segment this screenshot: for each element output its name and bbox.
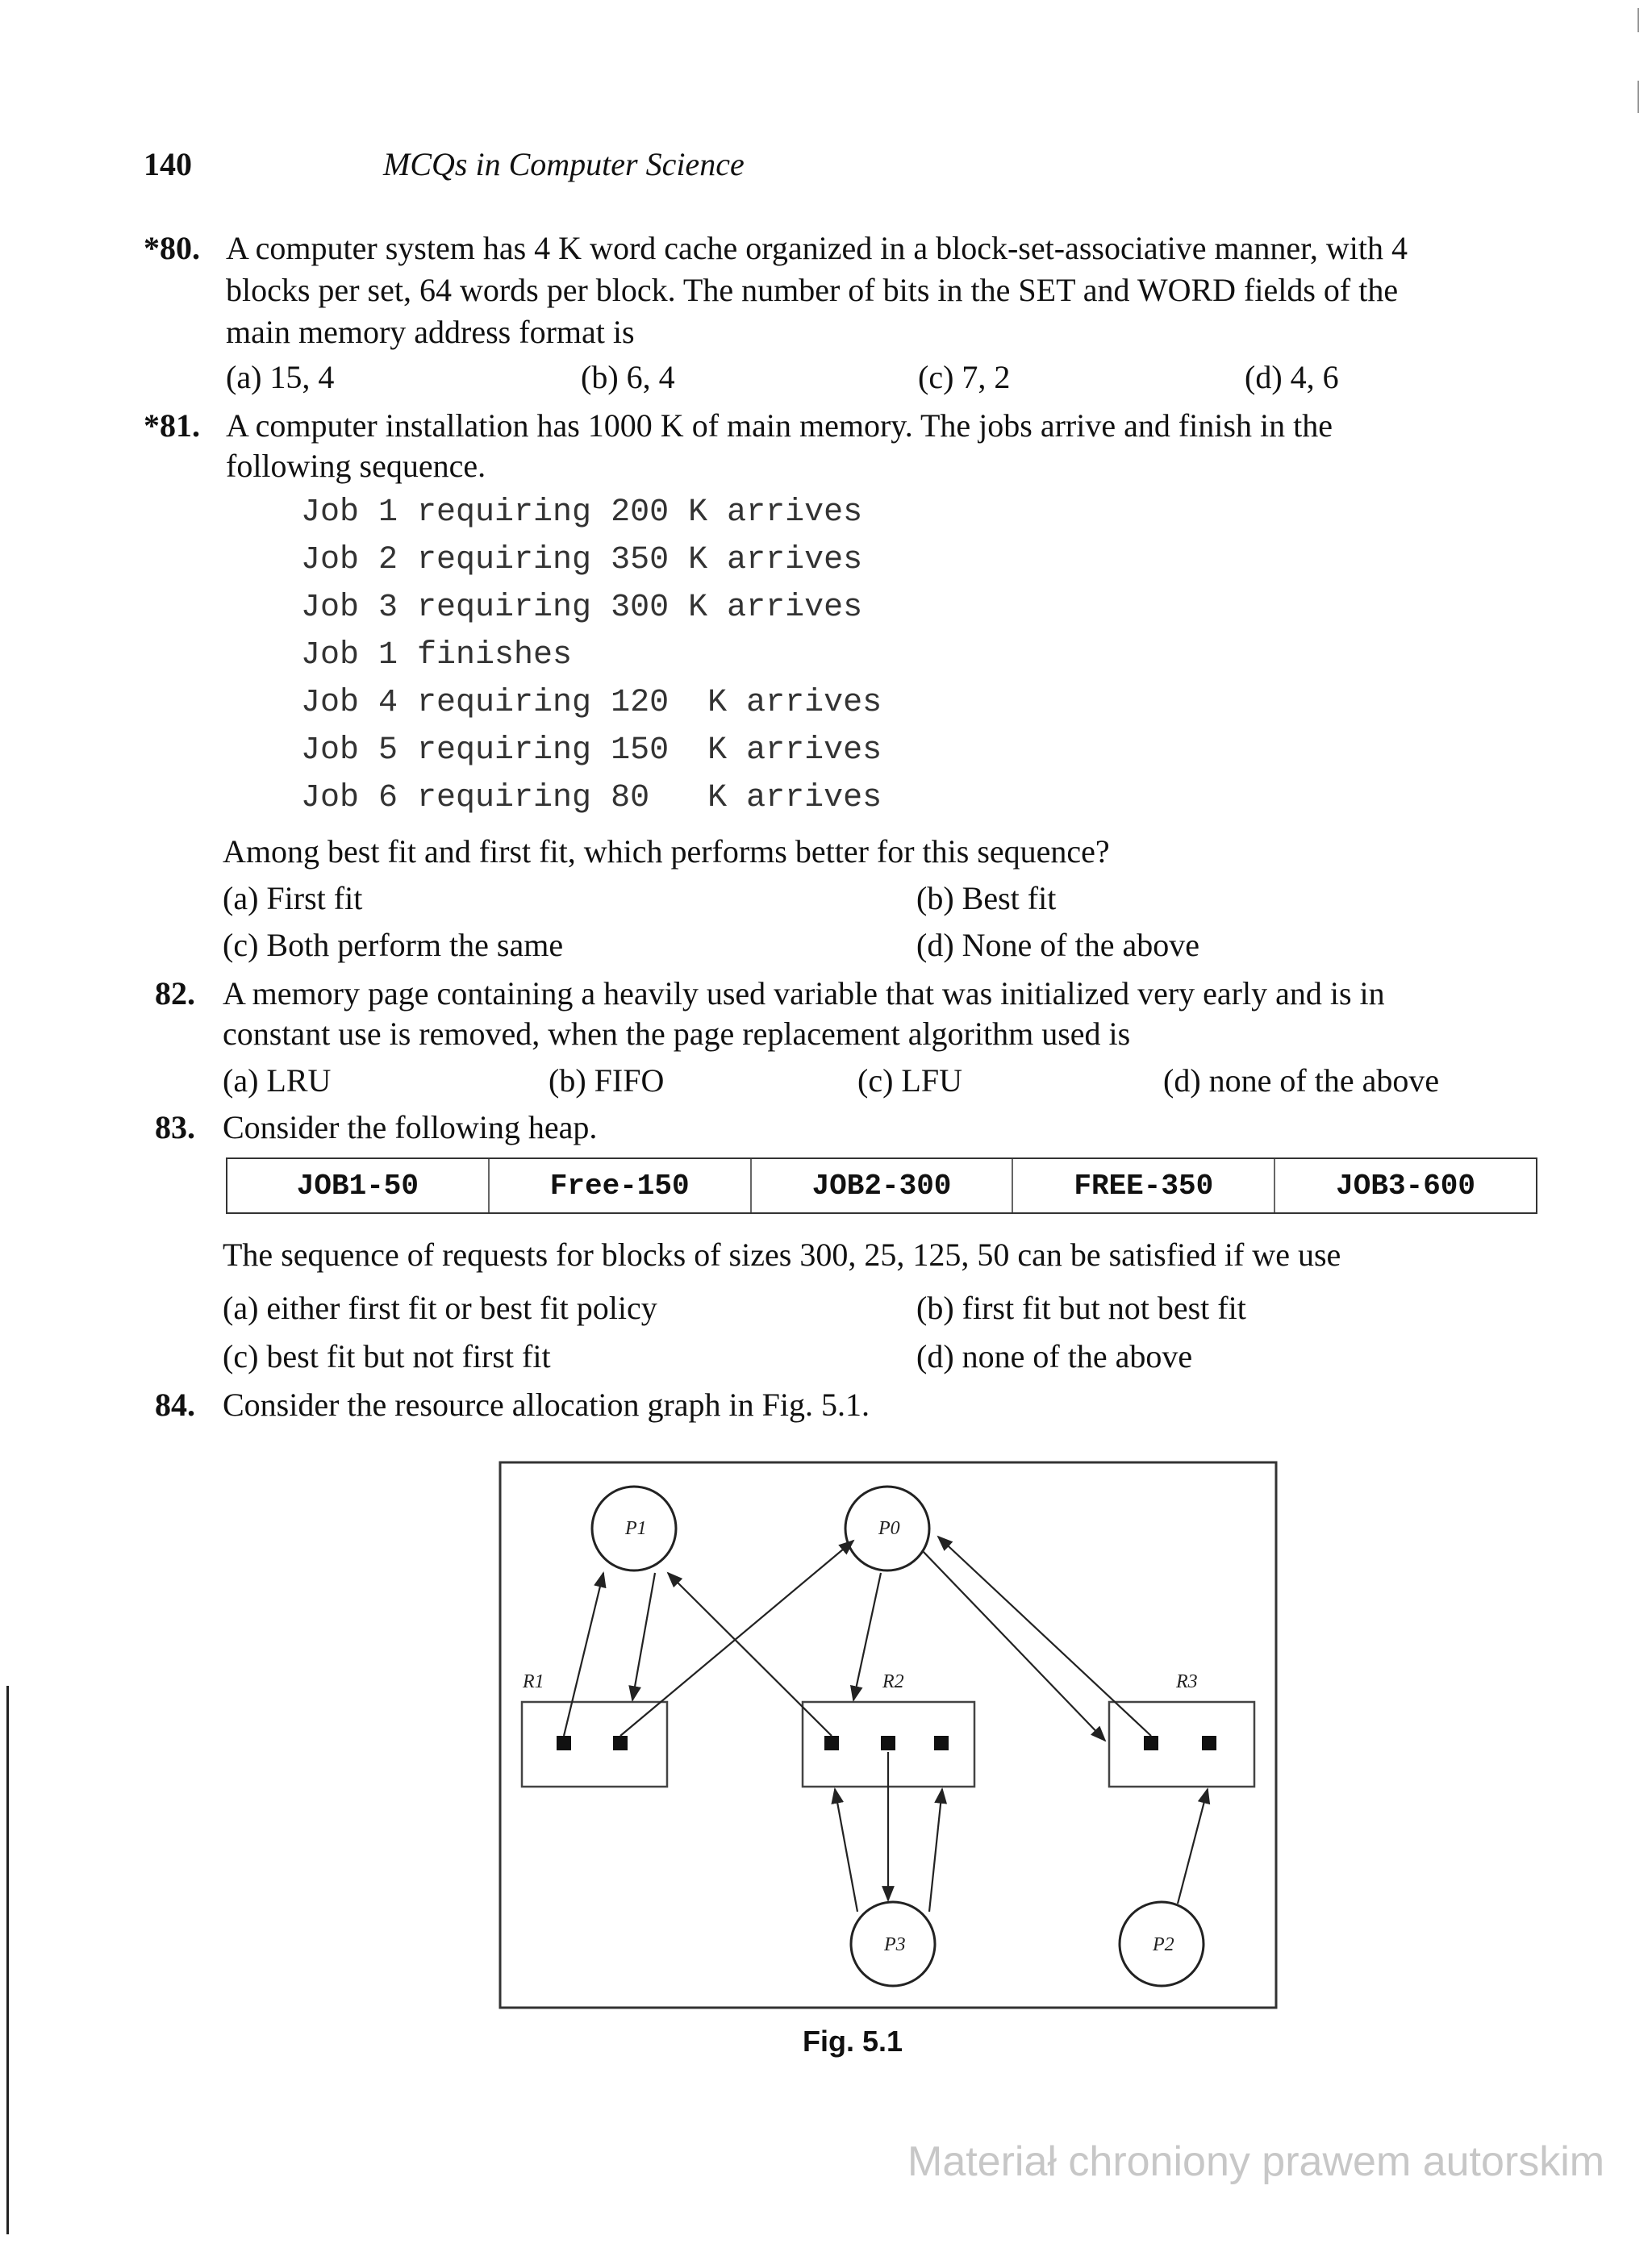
question-84-line: Consider the resource allocation graph in Fig. 5.1. bbox=[223, 1387, 870, 1423]
heap-block-5: JOB3-600 bbox=[1336, 1169, 1475, 1203]
q83-option-c: (c) best fit but not first fit bbox=[223, 1338, 551, 1374]
question-number-81: *81. bbox=[144, 407, 200, 444]
question-80-line-1: A computer system has 4 K word cache organized in a block-set-associative manner, with 4 bbox=[226, 230, 1408, 266]
job-line-6: Job 5 requiring 150 K arrives bbox=[301, 732, 882, 769]
r2-instance-1 bbox=[824, 1736, 839, 1750]
job-line-7: Job 6 requiring 80 K arrives bbox=[301, 780, 882, 816]
r2-instance-3 bbox=[934, 1736, 949, 1750]
scan-edge-tick-upper bbox=[1637, 81, 1639, 113]
page-number: 140 bbox=[144, 146, 192, 182]
q82-option-d: (d) none of the above bbox=[1163, 1062, 1440, 1099]
question-number-80: *80. bbox=[144, 230, 200, 266]
q83-option-b: (b) first fit but not best fit bbox=[916, 1290, 1246, 1326]
q81-option-c: (c) Both perform the same bbox=[223, 927, 564, 963]
q82-option-c: (c) LFU bbox=[857, 1062, 962, 1099]
question-80-line-2: blocks per set, 64 words per block. The number of bits in the SET and WORD fields of the bbox=[226, 272, 1399, 308]
question-82-line-2: constant use is removed, when the page replacement algorithm used is bbox=[223, 1016, 1131, 1052]
job-line-2: Job 2 requiring 350 K arrives bbox=[301, 542, 863, 578]
question-81-line-2: following sequence. bbox=[226, 448, 486, 484]
q81-option-b: (b) Best fit bbox=[916, 880, 1057, 916]
edge-p1-to-r1 bbox=[632, 1573, 655, 1700]
job-line-3: Job 3 requiring 300 K arrives bbox=[301, 590, 863, 626]
heap-block-4: FREE-350 bbox=[1013, 1159, 1275, 1212]
job-line-4: Job 1 finishes bbox=[301, 637, 573, 674]
q82-option-b: (b) FIFO bbox=[549, 1062, 665, 1099]
q83-option-d: (d) none of the above bbox=[916, 1338, 1193, 1374]
resource-r3-node bbox=[1109, 1702, 1254, 1787]
heap-block-3: JOB2-300 bbox=[752, 1159, 1014, 1212]
label-p1: P1 bbox=[625, 1518, 647, 1539]
r1-instance-2 bbox=[613, 1736, 628, 1750]
q80-option-c: (c) 7, 2 bbox=[918, 359, 1011, 395]
label-r1: R1 bbox=[523, 1671, 544, 1692]
job-line-5: Job 4 requiring 120 K arrives bbox=[301, 685, 882, 721]
r2-instance-2 bbox=[881, 1736, 895, 1750]
edge-r2-to-p1 bbox=[668, 1573, 832, 1736]
question-81-prompt: Among best fit and first fit, which performs better for this sequence? bbox=[223, 833, 1110, 870]
job-line-1: Job 1 requiring 200 K arrives bbox=[301, 494, 863, 531]
q80-option-a: (a) 15, 4 bbox=[226, 359, 335, 395]
q82-option-a: (a) LRU bbox=[223, 1062, 332, 1099]
q80-option-b: (b) 6, 4 bbox=[581, 359, 675, 395]
label-r3: R3 bbox=[1176, 1671, 1198, 1692]
r3-instance-2 bbox=[1202, 1736, 1216, 1750]
edge-p3-to-r2-right bbox=[929, 1789, 942, 1912]
edge-p0-to-r2 bbox=[853, 1573, 881, 1700]
question-83-prompt: The sequence of requests for blocks of sizes 300, 25, 125, 50 can be satisfied if we use bbox=[223, 1237, 1341, 1273]
copyright-watermark: Materiał chroniony prawem autorskim bbox=[907, 2138, 1605, 2185]
scan-edge-tick-top bbox=[1637, 8, 1639, 32]
question-80-line-3: main memory address format is bbox=[226, 314, 635, 350]
question-82-line-1: A memory page containing a heavily used variable that was initialized very early and is in bbox=[223, 975, 1385, 1011]
figure-caption: Fig. 5.1 bbox=[803, 2025, 903, 2058]
edge-p2-to-r3 bbox=[1178, 1789, 1208, 1904]
heap-block-1: JOB1-50 bbox=[227, 1159, 490, 1212]
q80-option-d: (d) 4, 6 bbox=[1245, 359, 1339, 395]
heap-block-2: Free-150 bbox=[490, 1159, 752, 1212]
edge-p3-to-r2-left bbox=[835, 1789, 857, 1912]
label-p2: P2 bbox=[1153, 1934, 1174, 1955]
label-p3: P3 bbox=[884, 1934, 906, 1955]
running-title: MCQs in Computer Science bbox=[383, 146, 745, 182]
question-81-line-1: A computer installation has 1000 K of main memory. The jobs arrive and finish in the bbox=[226, 407, 1333, 444]
q81-option-d: (d) None of the above bbox=[916, 927, 1199, 963]
question-83-line: Consider the following heap. bbox=[223, 1109, 598, 1145]
q81-option-a: (a) First fit bbox=[223, 880, 363, 916]
q83-option-a: (a) either first fit or best fit policy bbox=[223, 1290, 657, 1326]
r3-instance-1 bbox=[1144, 1736, 1158, 1750]
label-p0: P0 bbox=[878, 1518, 900, 1539]
label-r2: R2 bbox=[882, 1671, 904, 1692]
question-number-83: 83. bbox=[155, 1109, 195, 1145]
question-number-82: 82. bbox=[155, 975, 195, 1011]
scan-edge-line bbox=[6, 1686, 9, 2234]
question-number-84: 84. bbox=[155, 1387, 195, 1423]
r1-instance-1 bbox=[557, 1736, 571, 1750]
